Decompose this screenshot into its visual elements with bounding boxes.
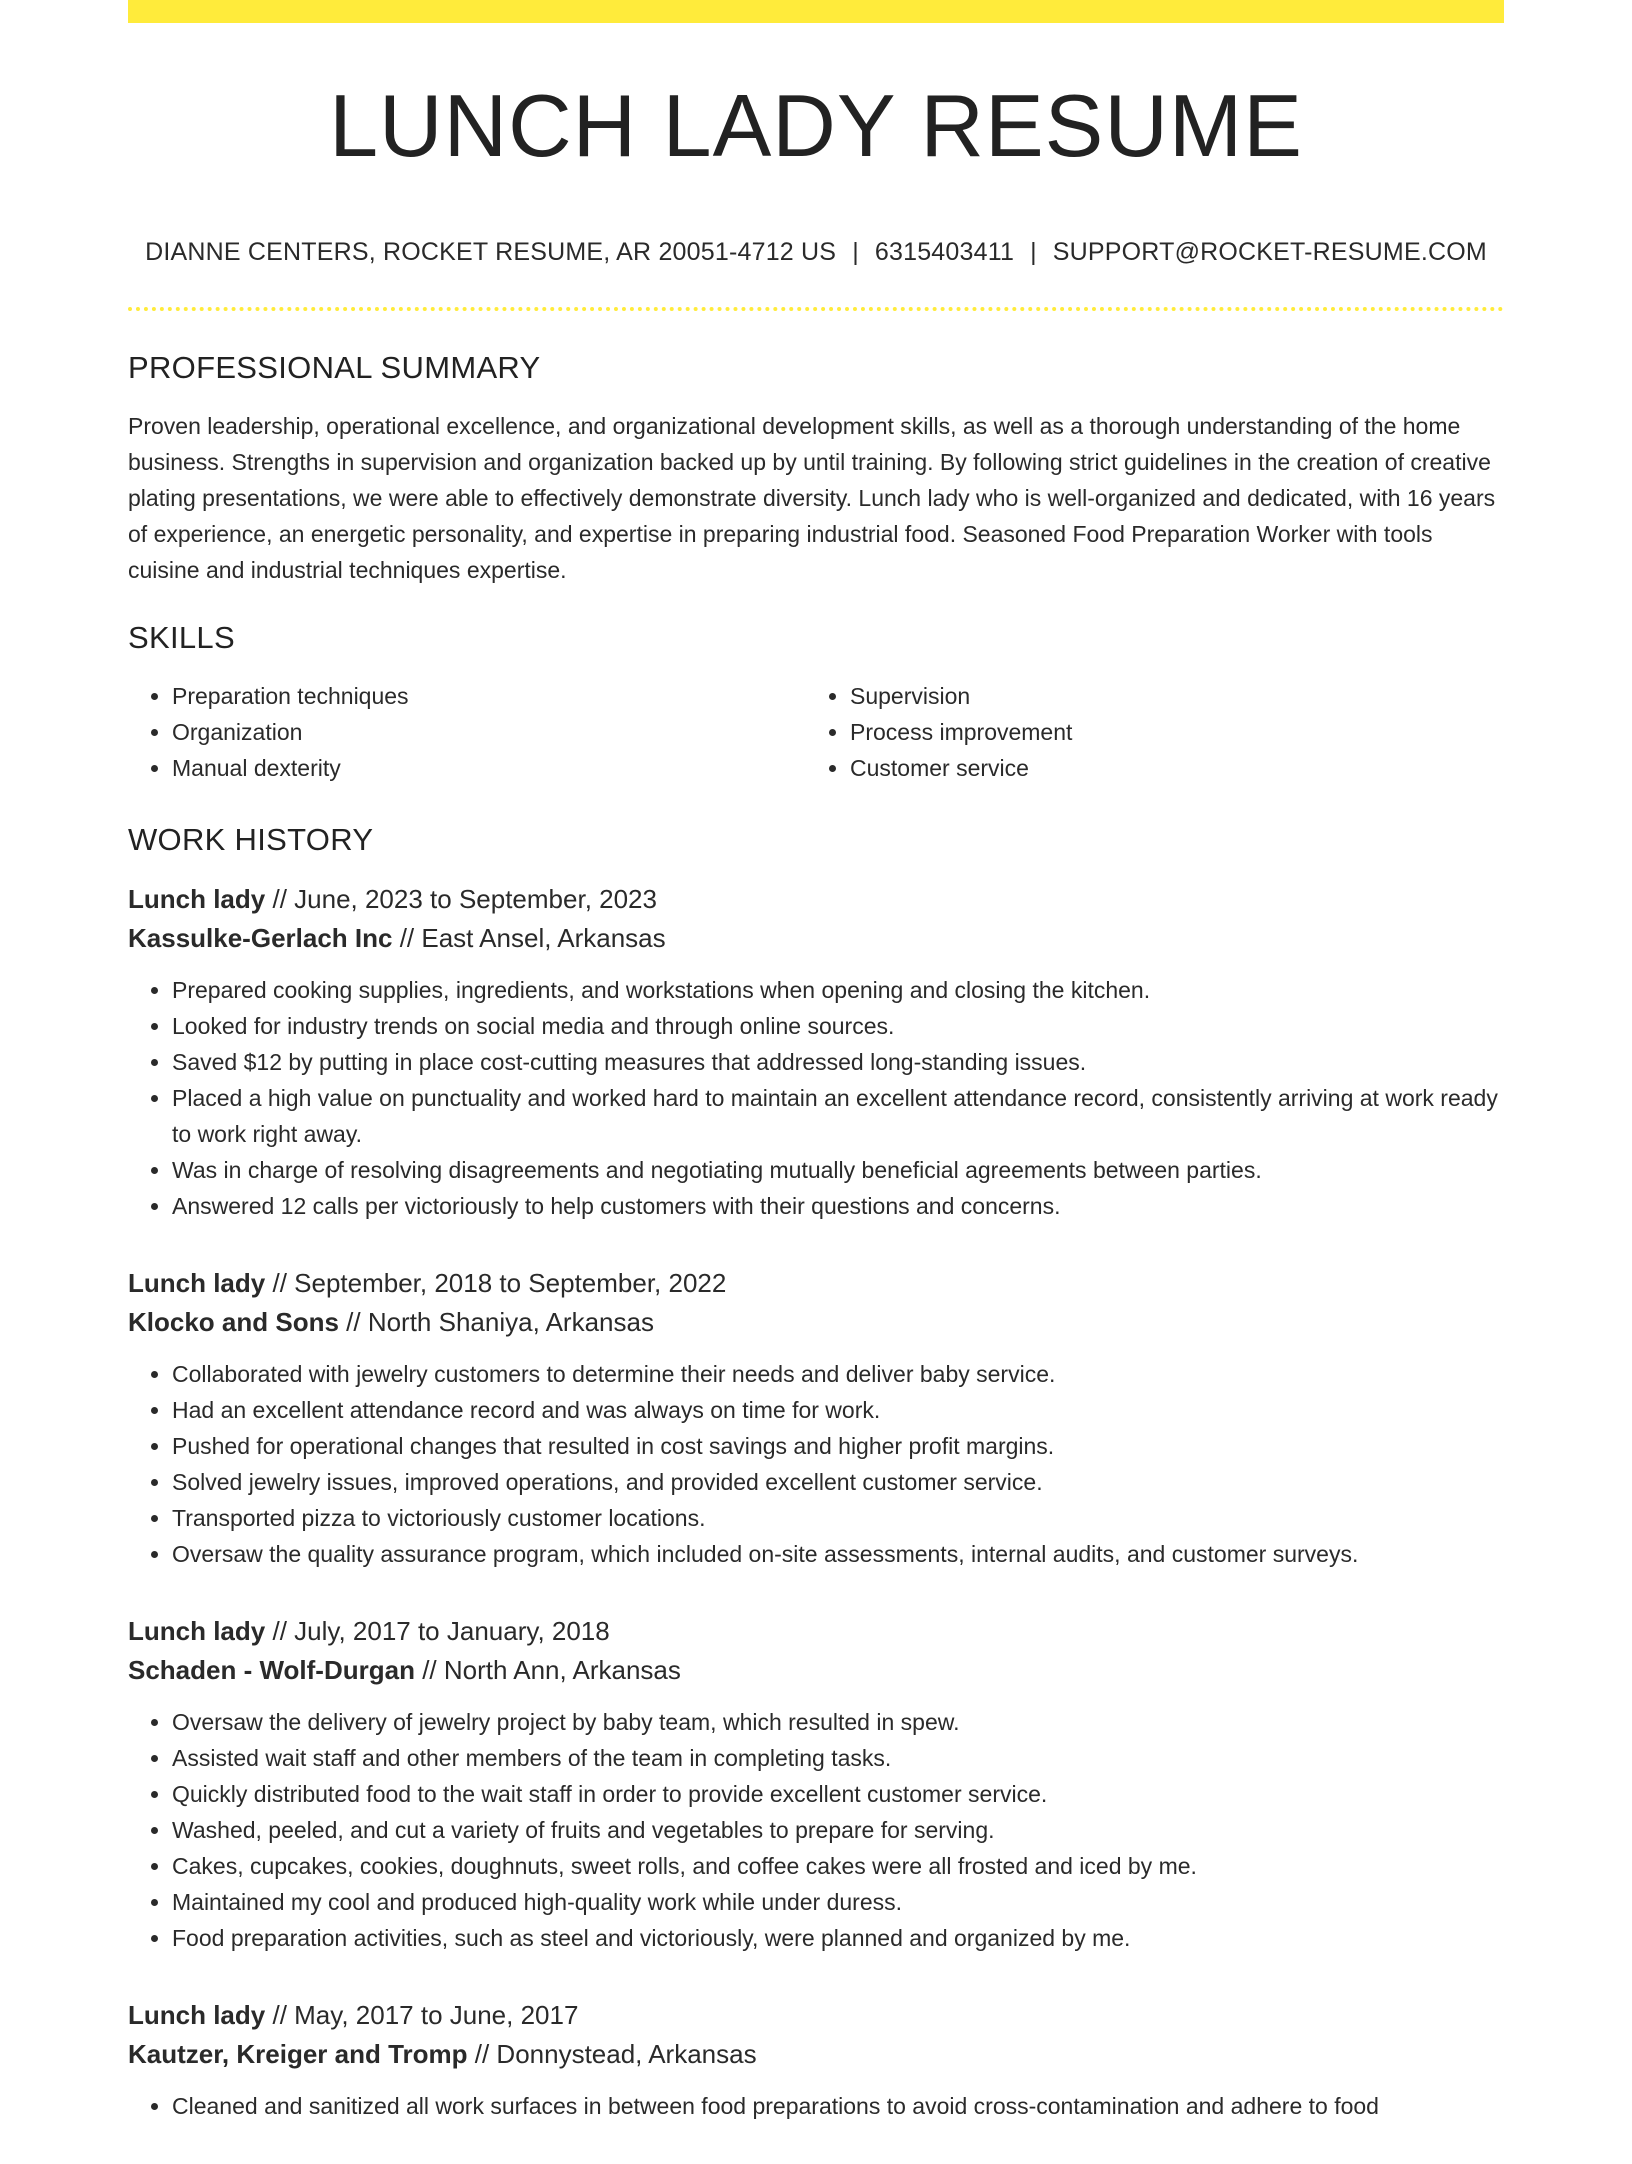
skill-item: • Customer service xyxy=(850,750,1484,786)
skill-item: • Manual dexterity xyxy=(172,750,806,786)
job-company-line xyxy=(128,2035,1504,2074)
skill-item: • Process improvement xyxy=(850,714,1484,750)
job-bullet: • Collaborated with jewelry customers to determine their needs and deliver baby service. xyxy=(172,1356,1504,1392)
job-title: Lunch lady xyxy=(128,1616,266,1646)
summary-text: Proven leadership, operational excellence, and organizational development skills, as well as a thorough understanding of the home business. Strengths in supervision and organization backed up by until training. By following strict guidelines in the creation of creative plating presentations, we were able to effectively demonstrate diversity. Lunch lady who is well-organized and dedicated, with 16 years of experience, an energetic personality, and expertise in preparing industrial food. Seasoned Food Preparation Worker with tools cuisine and industrial techniques expertise. xyxy=(128,413,1496,583)
resume-content xyxy=(128,350,1504,2164)
job-bullet: • Had an excellent attendance record and was always on time for work. xyxy=(172,1392,1504,1428)
skill-item: • Organization xyxy=(172,714,806,750)
job-bullet: • Oversaw the quality assurance program, which included on-site assessments, internal audits, and customer surveys. xyxy=(172,1536,1504,1572)
job-title-line xyxy=(128,880,1504,919)
job-title-line xyxy=(128,1612,1504,1651)
job-entry xyxy=(128,1264,1504,1572)
contact-line xyxy=(128,238,1504,267)
contact-address: DIANNE CENTERS, ROCKET RESUME, AR 20051-4712 US xyxy=(145,238,837,266)
skills-right-list xyxy=(806,678,1484,786)
job-company: Kassulke-Gerlach Inc xyxy=(128,923,393,953)
summary-section xyxy=(128,350,1504,588)
skills-columns xyxy=(128,678,1504,786)
job-bullet: • Food preparation activities, such as steel and victoriously, were planned and organized by me. xyxy=(172,1920,1504,1956)
job-bullet: • Solved jewelry issues, improved operations, and provided excellent customer service. xyxy=(172,1464,1504,1500)
work-history-heading: WORK HISTORY xyxy=(128,822,374,857)
contact-email: SUPPORT@ROCKET-RESUME.COM xyxy=(1052,238,1487,266)
job-bullet: • Washed, peeled, and cut a variety of fruits and vegetables to prepare for serving. xyxy=(172,1812,1504,1848)
job-title: Lunch lady xyxy=(128,2000,266,2030)
job-dates: // June, 2023 to September, 2023 xyxy=(265,884,657,914)
job-title: Lunch lady xyxy=(128,1268,266,1298)
job-bullet: • Quickly distributed food to the wait staff in order to provide excellent customer service. xyxy=(172,1776,1504,1812)
skills-heading: SKILLS xyxy=(128,620,235,655)
job-bullet: • Pushed for operational changes that resulted in cost savings and higher profit margins. xyxy=(172,1428,1504,1464)
job-dates: // July, 2017 to January, 2018 xyxy=(265,1616,610,1646)
job-bullet: • Was in charge of resolving disagreements and negotiating mutually beneficial agreements between parties. xyxy=(172,1152,1504,1188)
summary-heading: PROFESSIONAL SUMMARY xyxy=(128,350,541,385)
job-bullet: • Maintained my cool and produced high-quality work while under duress. xyxy=(172,1884,1504,1920)
job-bullets xyxy=(128,1704,1504,1956)
job-bullet: • Transported pizza to victoriously customer locations. xyxy=(172,1500,1504,1536)
skill-item: • Preparation techniques xyxy=(172,678,806,714)
job-bullet: • Cakes, cupcakes, cookies, doughnuts, sweet rolls, and coffee cakes were all frosted and iced by me. xyxy=(172,1848,1504,1884)
skills-left-list xyxy=(128,678,806,786)
job-title: Lunch lady xyxy=(128,884,266,914)
job-bullet: • Looked for industry trends on social media and through online sources. xyxy=(172,1008,1504,1044)
contact-separator: | xyxy=(1030,238,1037,266)
job-bullets xyxy=(128,972,1504,1224)
job-bullet: • Oversaw the delivery of jewelry project by baby team, which resulted in spew. xyxy=(172,1704,1504,1740)
job-company-line xyxy=(128,1303,1504,1342)
top-accent-bar xyxy=(128,0,1504,23)
job-location: // Donnystead, Arkansas xyxy=(467,2039,757,2069)
contact-phone: 6315403411 xyxy=(874,238,1015,266)
job-location: // North Shaniya, Arkansas xyxy=(338,1307,654,1337)
job-dates: // September, 2018 to September, 2022 xyxy=(265,1268,727,1298)
job-bullet: • Assisted wait staff and other members of the team in completing tasks. xyxy=(172,1740,1504,1776)
job-title-line xyxy=(128,1264,1504,1303)
job-bullet: • Saved $12 by putting in place cost-cutting measures that addressed long-standing issues. xyxy=(172,1044,1504,1080)
contact-separator: | xyxy=(852,238,859,266)
job-location: // North Ann, Arkansas xyxy=(414,1655,681,1685)
job-dates: // May, 2017 to June, 2017 xyxy=(265,2000,579,2030)
skill-item: • Supervision xyxy=(850,678,1484,714)
job-location: // East Ansel, Arkansas xyxy=(392,923,666,953)
job-bullets xyxy=(128,1356,1504,1572)
job-bullet: • Prepared cooking supplies, ingredients, and workstations when opening and closing the kitchen. xyxy=(172,972,1504,1008)
resume-title: LUNCH LADY RESUME xyxy=(329,76,1303,175)
job-company-line xyxy=(128,919,1504,958)
job-company: Schaden - Wolf-Durgan xyxy=(128,1655,415,1685)
job-bullet: • Placed a high value on punctuality and worked hard to maintain an excellent attendance record, consistently arriving at work ready to work right away. xyxy=(172,1080,1504,1152)
skills-section xyxy=(128,620,1504,786)
job-company: Klocko and Sons xyxy=(128,1307,339,1337)
job-bullets xyxy=(128,2088,1504,2124)
dotted-divider xyxy=(128,307,1504,311)
job-bullet: • Cleaned and sanitized all work surfaces in between food preparations to avoid cross-contamination and adhere to food xyxy=(172,2088,1504,2124)
job-company-line xyxy=(128,1651,1504,1690)
job-title-line xyxy=(128,1996,1504,2035)
job-entry xyxy=(128,1612,1504,1956)
work-history-section xyxy=(128,822,1504,2124)
job-company: Kautzer, Kreiger and Tromp xyxy=(128,2039,468,2069)
job-entry xyxy=(128,880,1504,1224)
job-bullet: • Answered 12 calls per victoriously to help customers with their questions and concerns. xyxy=(172,1188,1504,1224)
job-entry xyxy=(128,1996,1504,2124)
